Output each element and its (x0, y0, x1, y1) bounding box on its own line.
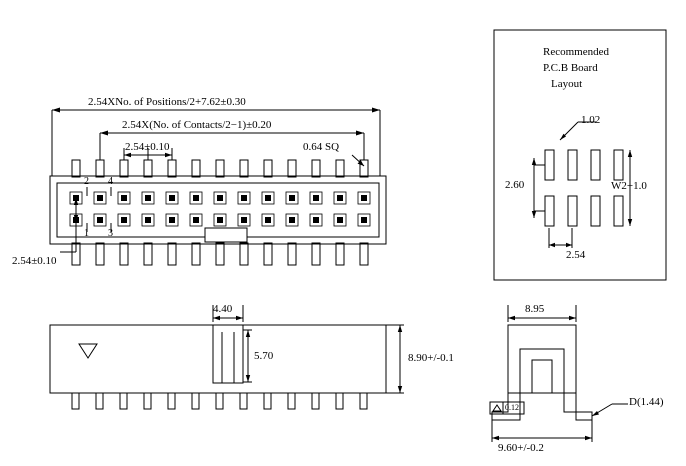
dim-height-label: 8.90+/-0.1 (408, 352, 454, 364)
pin-label-2: 2 (84, 176, 89, 187)
side-view-body (508, 325, 576, 393)
dim-d-leader (592, 404, 628, 416)
dim-d-label: D(1.44) (629, 396, 664, 408)
dim-row-label: 2.54±0.10 (12, 255, 57, 267)
dim-overall-label: 2.54XNo. of Positions/2+7.62±0.30 (88, 96, 246, 108)
side-view-right-tail (564, 393, 592, 420)
top-view-lower-tails (72, 243, 368, 265)
dim-tail-label: 9.60+/-0.2 (498, 442, 544, 454)
pin-label-4: 4 (108, 176, 113, 187)
front-view-slot (213, 325, 243, 383)
flatness-tolerance-label: 0.12 (505, 403, 519, 412)
dim-contacts-label: 2.54X(No. of Contacts/2−1)±0.20 (122, 119, 272, 131)
dim-slot-width-label: 4.40 (213, 303, 233, 315)
dim-row-spacing-pcb (532, 158, 545, 218)
pin-label-3: 3 (108, 228, 113, 239)
pin-number-leaders (87, 187, 111, 232)
top-view-pin-array (73, 195, 367, 223)
pcb-title-line1: Recommended (543, 46, 609, 58)
dim-post-label: 0.64 SQ (303, 141, 340, 153)
dim-pitch-label: 2.54±0.10 (125, 141, 170, 153)
pcb-title-line2: P.C.B Board (543, 62, 598, 74)
dim-pitch-pcb-label: 2.54 (566, 249, 586, 261)
top-view-key-notch (205, 228, 247, 242)
pcb-title-line3: Layout (551, 78, 583, 90)
side-view-inner (532, 360, 552, 393)
dim-side-width-label: 8.95 (525, 303, 545, 315)
side-view-cavity (520, 349, 564, 393)
dim-slot-depth (243, 330, 252, 382)
front-view-tails (72, 393, 367, 409)
dim-hole-label: 1.02 (581, 114, 601, 126)
top-view-upper-tails (72, 160, 368, 177)
dim-height (386, 325, 404, 393)
dim-width-pcb-label: W2+1.0 (611, 180, 647, 192)
dim-pitch-pcb (549, 228, 572, 248)
polarity-triangle-icon (79, 344, 97, 358)
pin-label-1: 1 (84, 228, 89, 239)
dim-slot-depth-label: 5.70 (254, 350, 274, 362)
dim-tail-span (492, 420, 592, 442)
dim-row-spacing-label: 2.60 (505, 179, 525, 191)
